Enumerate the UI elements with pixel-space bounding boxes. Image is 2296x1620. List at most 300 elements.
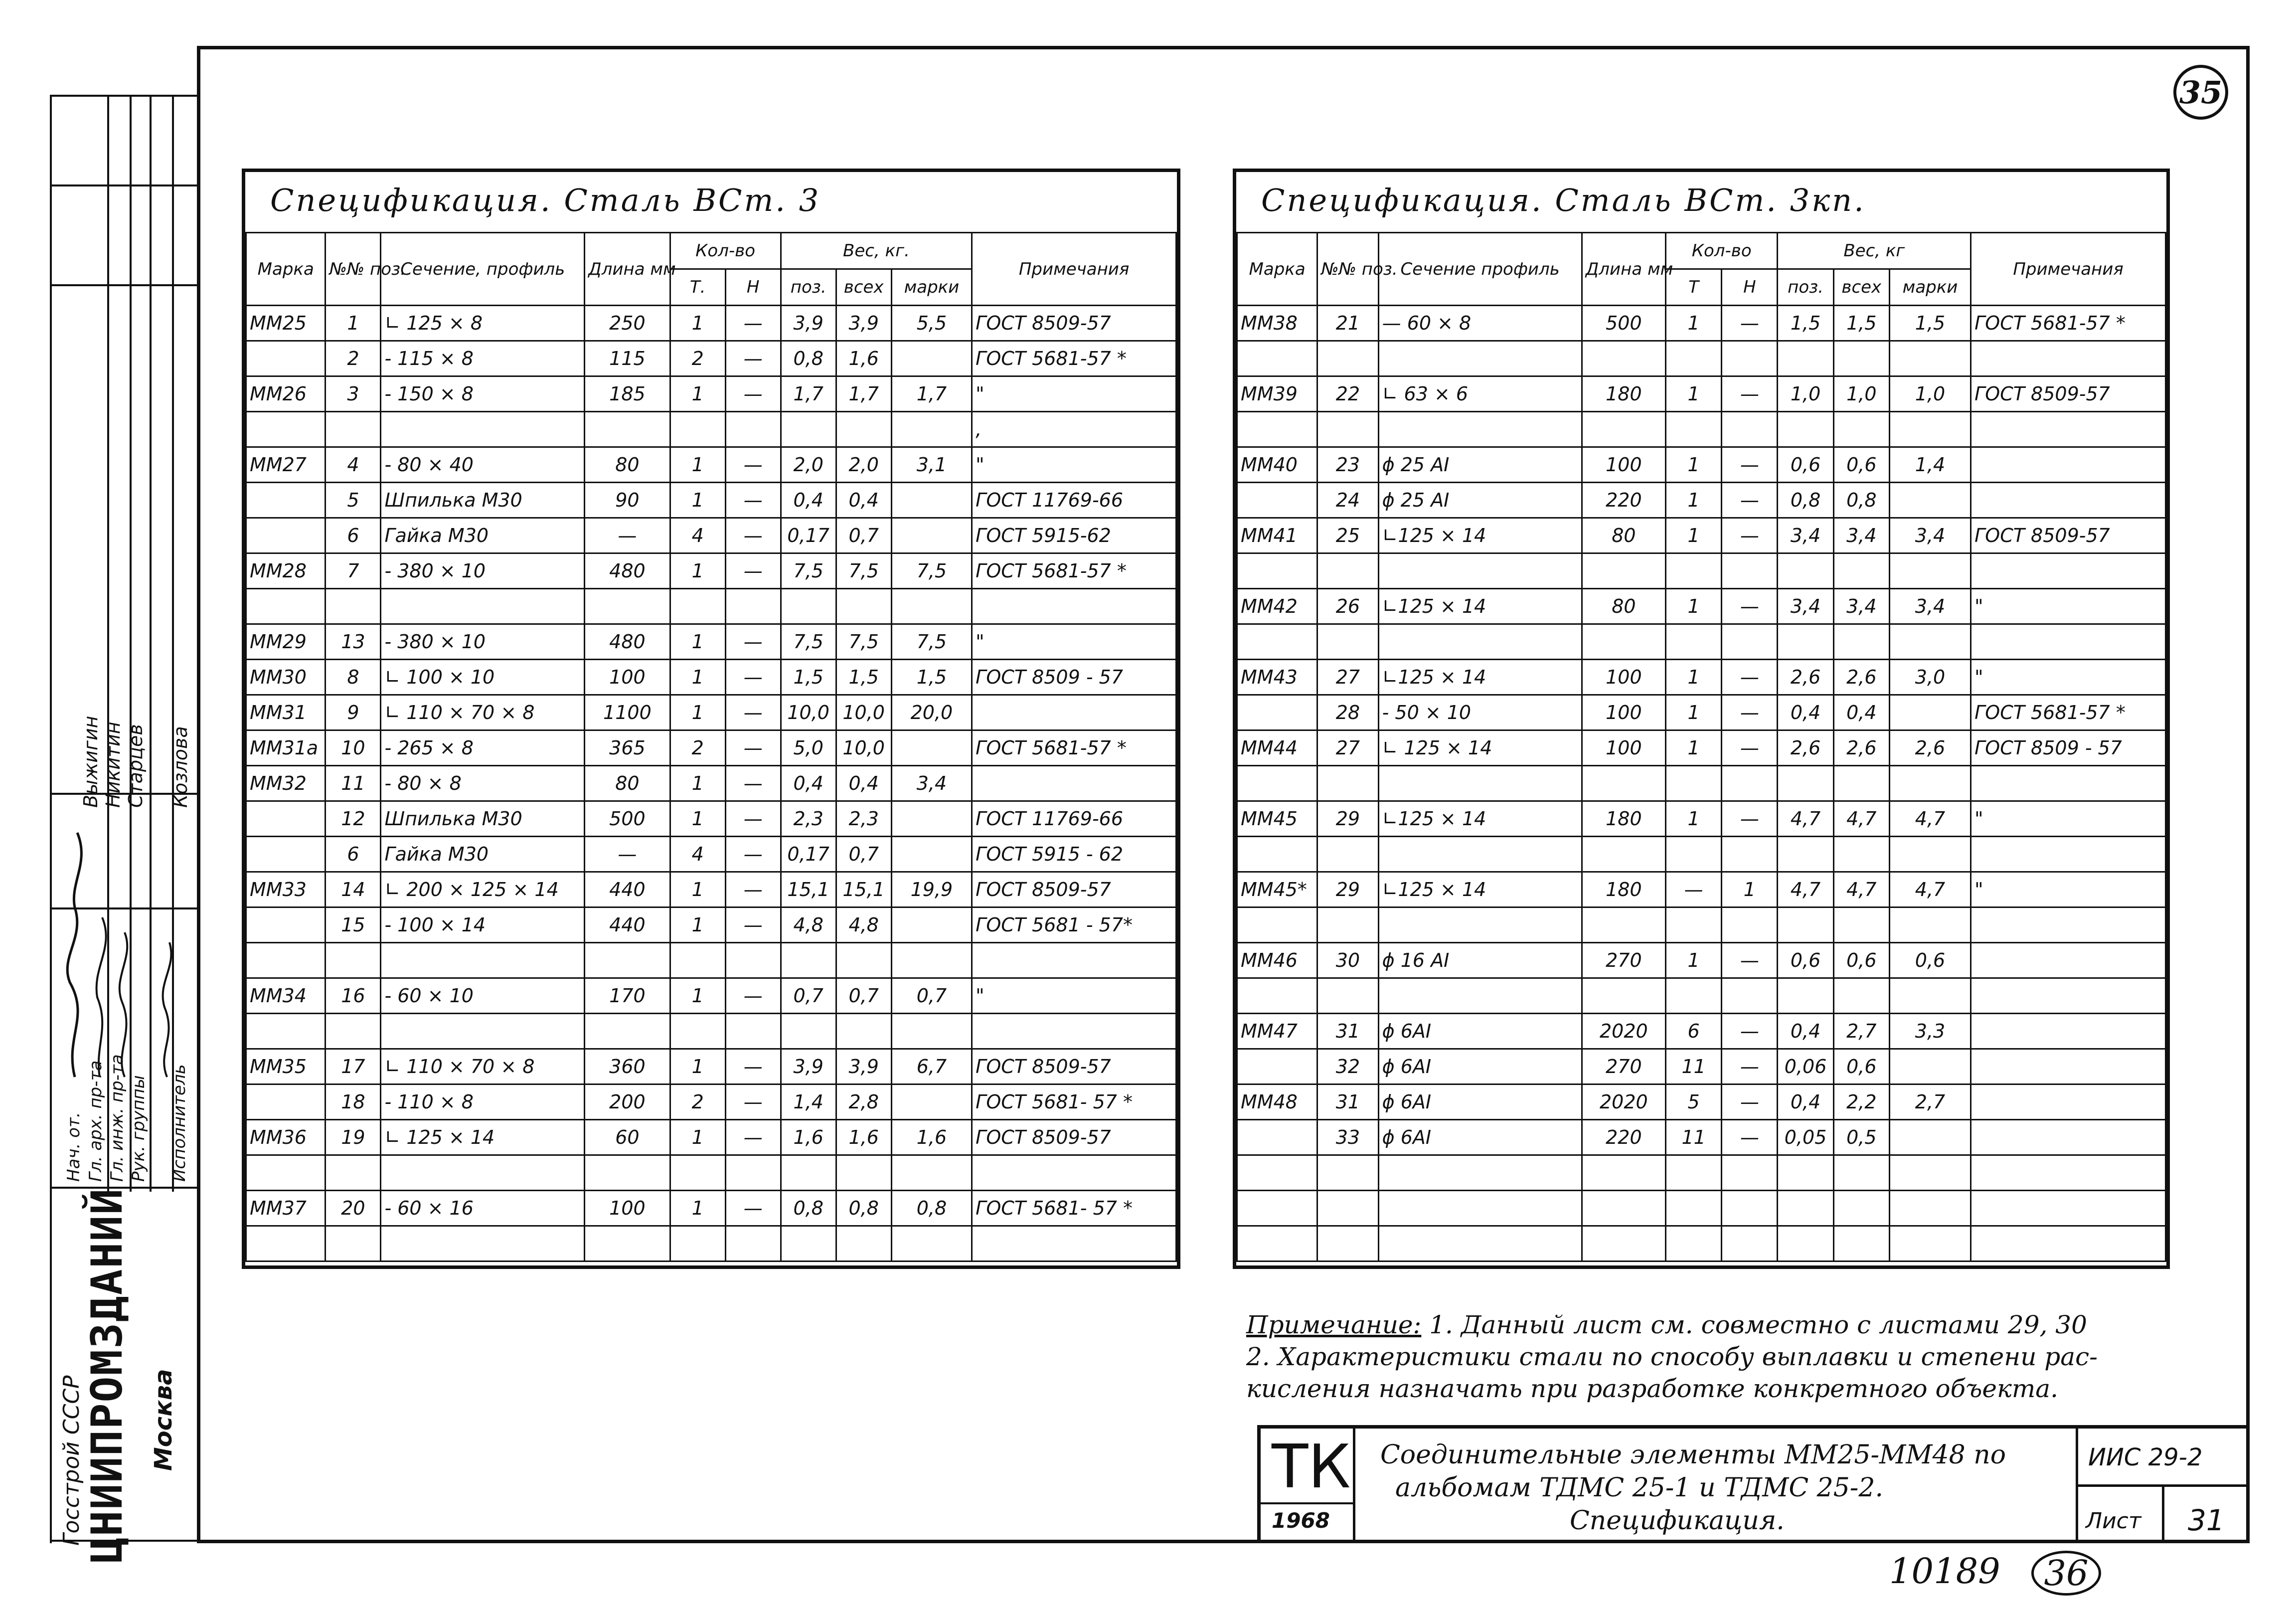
right_spec-cell-t	[1666, 766, 1722, 801]
right_spec-cell-section	[1378, 624, 1582, 660]
right_spec-cell-wall	[1833, 907, 1889, 943]
right_spec-cell-wall: 2,2	[1833, 1084, 1889, 1120]
right_spec-cell-note	[1971, 1155, 2166, 1191]
right_spec-cell-note: ГОСТ 8509 - 57	[1971, 730, 2166, 766]
right_spec-cell-wpos: 1,5	[1778, 306, 1833, 341]
table-row	[246, 730, 1176, 766]
right_spec-cell-wall: 4,7	[1833, 801, 1889, 837]
left_spec-cell-pos: 3	[326, 376, 381, 412]
left_spec-cell-pos: 2	[326, 341, 381, 376]
right_spec-cell-wpos: 0,4	[1778, 1014, 1833, 1049]
left_spec-cell-wall: 3,9	[836, 306, 891, 341]
right_spec-cell-pos	[1317, 341, 1378, 376]
table-row	[1237, 376, 2166, 412]
left_spec-cell-wall	[836, 412, 891, 447]
right_spec-cell-section: ∟125 × 14	[1378, 518, 1582, 553]
right_spec-cell-pos	[1317, 624, 1378, 660]
right_spec-cell-wmark: 1,5	[1889, 306, 1970, 341]
table-row	[1237, 907, 2166, 943]
left_spec-cell-wall: 2,3	[836, 801, 891, 837]
table-row	[246, 376, 1176, 412]
left_spec-cell-section: Гайка М30	[381, 518, 585, 553]
right_spec-cell-marka: ММ45	[1237, 801, 1317, 837]
left_spec-cell-wmark	[891, 589, 972, 624]
rh-qty-n: Н	[1722, 269, 1778, 306]
left_spec-cell-length: 480	[585, 624, 670, 660]
left_spec-cell-wall	[836, 1226, 891, 1261]
left_spec-cell-t	[670, 1155, 725, 1191]
left_spec-cell-n: —	[725, 801, 781, 837]
left-spec-box	[242, 169, 1180, 1269]
table-row	[1237, 801, 2166, 837]
left_spec-cell-wall: 4,8	[836, 907, 891, 943]
lh-weight: Вес, кг.	[781, 233, 972, 269]
right_spec-cell-wall	[1833, 1155, 1889, 1191]
right_spec-cell-t: 1	[1666, 695, 1722, 730]
right_spec-cell-note	[1971, 907, 2166, 943]
left_spec-cell-t: 1	[670, 872, 725, 907]
left_spec-cell-n	[725, 1226, 781, 1261]
right_spec-cell-note: ГОСТ 5681-57 *	[1971, 306, 2166, 341]
right_spec-cell-section	[1378, 553, 1582, 589]
right_spec-cell-t	[1666, 1191, 1722, 1226]
lh-qty-n: Н	[725, 269, 781, 306]
left_spec-cell-marka	[246, 1155, 326, 1191]
left_spec-cell-t	[670, 589, 725, 624]
left_spec-cell-length: 90	[585, 483, 670, 518]
left_spec-cell-wmark: 20,0	[891, 695, 972, 730]
right_spec-cell-note	[1971, 341, 2166, 376]
right_spec-cell-t	[1666, 1155, 1722, 1191]
right_spec-cell-wpos: 0,8	[1778, 483, 1833, 518]
left_spec-cell-t: 1	[670, 978, 725, 1014]
right_spec-cell-wpos: 1,0	[1778, 376, 1833, 412]
left_spec-cell-pos: 11	[326, 766, 381, 801]
right_spec-cell-wpos	[1778, 907, 1833, 943]
right_spec-cell-marka: ММ40	[1237, 447, 1317, 483]
right_spec-cell-section: — 60 × 8	[1378, 306, 1582, 341]
left_spec-cell-pos: 20	[326, 1191, 381, 1226]
left_spec-cell-section: ∟ 125 × 14	[381, 1120, 585, 1155]
right_spec-cell-note	[1971, 1226, 2166, 1261]
right_spec-cell-wmark: 2,7	[1889, 1084, 1970, 1120]
left_spec-cell-note	[972, 1155, 1176, 1191]
left_spec-cell-wpos: 5,0	[781, 730, 836, 766]
table-row	[1237, 978, 2166, 1014]
right_spec-cell-pos: 31	[1317, 1014, 1378, 1049]
right_spec-cell-section: ϕ 25 АI	[1378, 483, 1582, 518]
left_spec-cell-wmark: 7,5	[891, 553, 972, 589]
right_spec-cell-t: 1	[1666, 801, 1722, 837]
left_spec-cell-section	[381, 412, 585, 447]
table-row	[246, 306, 1176, 341]
left_spec-cell-n	[725, 1155, 781, 1191]
right_spec-cell-note	[1971, 447, 2166, 483]
right_spec-cell-wpos: 3,4	[1778, 589, 1833, 624]
right_spec-cell-wall: 2,6	[1833, 660, 1889, 695]
note-head: Примечание:	[1246, 1310, 1422, 1339]
left_spec-cell-n: —	[725, 518, 781, 553]
stamp-name-1: Никитин	[102, 721, 124, 808]
left_spec-cell-marka	[246, 907, 326, 943]
left_spec-cell-section: Шпилька М30	[381, 801, 585, 837]
right_spec-cell-t: 1	[1666, 660, 1722, 695]
left_spec-cell-marka: ММ26	[246, 376, 326, 412]
right_spec-cell-wall: 0,8	[1833, 483, 1889, 518]
right_spec-cell-wpos	[1778, 837, 1833, 872]
table-row	[1237, 483, 2166, 518]
left_spec-cell-pos	[326, 943, 381, 978]
table-row	[1237, 1084, 2166, 1120]
left_spec-cell-marka	[246, 801, 326, 837]
stamp-role-0: Нач. от.	[64, 1112, 84, 1182]
right_spec-cell-wmark: 3,4	[1889, 589, 1970, 624]
table-row	[246, 660, 1176, 695]
left_spec-cell-wall: 2,8	[836, 1084, 891, 1120]
left_spec-cell-wpos	[781, 1155, 836, 1191]
table-row	[246, 341, 1176, 376]
right_spec-cell-wall	[1833, 341, 1889, 376]
table-row	[246, 1191, 1176, 1226]
left_spec-cell-n: —	[725, 837, 781, 872]
lh-qty: Кол-во	[670, 233, 781, 269]
table-row	[246, 978, 1176, 1014]
right_spec-cell-t: 6	[1666, 1014, 1722, 1049]
left_spec-cell-t: 2	[670, 1084, 725, 1120]
right_spec-cell-section	[1378, 1191, 1582, 1226]
stamp-org2: ЦНИИПРОМЗДАНИЙ	[82, 1188, 132, 1563]
stamp-name-3: Козлова	[169, 726, 191, 808]
left_spec-cell-wall	[836, 1155, 891, 1191]
right_spec-cell-wmark	[1889, 483, 1970, 518]
left_spec-cell-note: ГОСТ 8509-57	[972, 1120, 1176, 1155]
left_spec-cell-wpos: 0,8	[781, 1191, 836, 1226]
left_spec-cell-note: ГОСТ 5681-57 *	[972, 730, 1176, 766]
left_spec-cell-section: - 110 × 8	[381, 1084, 585, 1120]
left_spec-cell-length	[585, 589, 670, 624]
title-block	[1257, 1425, 2250, 1543]
right_spec-cell-note	[1971, 624, 2166, 660]
right_spec-cell-wall	[1833, 837, 1889, 872]
left_spec-cell-length: 480	[585, 553, 670, 589]
sheet-number-circle: 35	[2173, 65, 2228, 120]
left_spec-cell-section: - 115 × 8	[381, 341, 585, 376]
title-line-3: Спецификация.	[1570, 1506, 1785, 1536]
left_spec-cell-wmark: 3,4	[891, 766, 972, 801]
left_spec-cell-section: - 265 × 8	[381, 730, 585, 766]
table-row	[246, 589, 1176, 624]
right_spec-cell-section: ϕ 25 АI	[1378, 447, 1582, 483]
table-row	[1237, 660, 2166, 695]
right_spec-cell-note: ГОСТ 8509-57	[1971, 518, 2166, 553]
table-row	[1237, 412, 2166, 447]
right_spec-cell-wpos: 0,6	[1778, 943, 1833, 978]
right_spec-cell-length	[1582, 837, 1665, 872]
table-row	[1237, 872, 2166, 907]
right_spec-cell-marka	[1237, 341, 1317, 376]
right_spec-cell-wall: 1,0	[1833, 376, 1889, 412]
right_spec-cell-n	[1722, 553, 1778, 589]
right_spec-cell-n	[1722, 907, 1778, 943]
left_spec-cell-wpos: 0,8	[781, 341, 836, 376]
right_spec-cell-wmark	[1889, 1120, 1970, 1155]
left_spec-cell-wpos: 1,4	[781, 1084, 836, 1120]
left_spec-cell-wall: 10,0	[836, 695, 891, 730]
left_spec-cell-marka: ММ31а	[246, 730, 326, 766]
left_spec-cell-wmark	[891, 1226, 972, 1261]
left_spec-cell-marka: ММ32	[246, 766, 326, 801]
left_spec-cell-t: 1	[670, 907, 725, 943]
table-row	[1237, 730, 2166, 766]
left_spec-cell-section: Гайка М30	[381, 837, 585, 872]
left_spec-cell-length: 1100	[585, 695, 670, 730]
left_spec-cell-pos: 6	[326, 837, 381, 872]
left_spec-cell-length: 360	[585, 1049, 670, 1084]
right_spec-cell-wpos	[1778, 1155, 1833, 1191]
right_spec-cell-note	[1971, 837, 2166, 872]
right_spec-cell-wpos: 0,4	[1778, 695, 1833, 730]
lh-length: Длина мм	[585, 233, 670, 306]
right_spec-cell-length	[1582, 1226, 1665, 1261]
left_spec-cell-note: ,	[972, 412, 1176, 447]
right_spec-cell-n	[1722, 837, 1778, 872]
right_spec-cell-length: 100	[1582, 730, 1665, 766]
right_spec-cell-marka	[1237, 1191, 1317, 1226]
left_spec-cell-n: —	[725, 978, 781, 1014]
left_spec-cell-wall: 1,7	[836, 376, 891, 412]
lh-marka: Марка	[246, 233, 326, 306]
title-line-2: альбомам ТДМС 25-1 и ТДМС 25-2.	[1395, 1473, 1883, 1503]
right_spec-cell-marka	[1237, 837, 1317, 872]
right_spec-cell-t: 11	[1666, 1120, 1722, 1155]
rh-w-all: всех	[1833, 269, 1889, 306]
left_spec-cell-wall: 1,6	[836, 1120, 891, 1155]
right_spec-cell-marka	[1237, 978, 1317, 1014]
table-row	[1237, 766, 2166, 801]
left-spec-title: Спецификация. Сталь ВСт. 3	[270, 182, 821, 218]
left_spec-cell-note: ГОСТ 5681-57 *	[972, 553, 1176, 589]
stamp-role-3: Рук. группы	[129, 1075, 149, 1182]
left_spec-cell-t: 1	[670, 1120, 725, 1155]
right_spec-cell-pos: 27	[1317, 660, 1378, 695]
left_spec-cell-length: 365	[585, 730, 670, 766]
left_spec-cell-length	[585, 1155, 670, 1191]
left_spec-cell-wpos	[781, 1226, 836, 1261]
right_spec-cell-wmark: 3,3	[1889, 1014, 1970, 1049]
left_spec-cell-length: 60	[585, 1120, 670, 1155]
right_spec-cell-length: 100	[1582, 695, 1665, 730]
left_spec-cell-t: 1	[670, 553, 725, 589]
left_spec-cell-pos: 8	[326, 660, 381, 695]
table-row	[1237, 341, 2166, 376]
right_spec-cell-wmark	[1889, 766, 1970, 801]
right_spec-cell-n: 1	[1722, 872, 1778, 907]
left_spec-cell-length: 100	[585, 1191, 670, 1226]
right_spec-cell-marka	[1237, 1155, 1317, 1191]
right_spec-cell-wmark	[1889, 695, 1970, 730]
left_spec-cell-n: —	[725, 1049, 781, 1084]
left_spec-cell-wmark	[891, 1014, 972, 1049]
left_spec-cell-wmark	[891, 412, 972, 447]
right-spec-table	[1236, 232, 2166, 1262]
rh-section: Сечение профиль	[1378, 233, 1582, 306]
right_spec-cell-n: —	[1722, 1084, 1778, 1120]
left_spec-cell-n: —	[725, 624, 781, 660]
left_spec-cell-length: 100	[585, 660, 670, 695]
left_spec-cell-n	[725, 1014, 781, 1049]
right_spec-cell-wpos: 0,6	[1778, 447, 1833, 483]
right_spec-cell-section: ∟125 × 14	[1378, 589, 1582, 624]
left_spec-cell-section: ∟ 125 × 8	[381, 306, 585, 341]
left_spec-cell-pos: 19	[326, 1120, 381, 1155]
left_spec-cell-note: ГОСТ 8509-57	[972, 306, 1176, 341]
left_spec-cell-wmark	[891, 341, 972, 376]
left_spec-cell-wmark: 1,6	[891, 1120, 972, 1155]
left_spec-cell-length: 80	[585, 447, 670, 483]
lh-section: Сечение, профиль	[381, 233, 585, 306]
left_spec-cell-length	[585, 943, 670, 978]
right_spec-cell-wall	[1833, 978, 1889, 1014]
right_spec-cell-wpos	[1778, 978, 1833, 1014]
left_spec-cell-t: 1	[670, 624, 725, 660]
left_spec-cell-wpos: 2,3	[781, 801, 836, 837]
right_spec-cell-pos: 29	[1317, 872, 1378, 907]
left_spec-cell-marka	[246, 837, 326, 872]
left_spec-cell-length: —	[585, 837, 670, 872]
left_spec-cell-wmark	[891, 907, 972, 943]
right_spec-cell-t: 5	[1666, 1084, 1722, 1120]
right_spec-cell-wall: 0,6	[1833, 943, 1889, 978]
right_spec-cell-n: —	[1722, 376, 1778, 412]
signatures	[55, 818, 199, 1087]
right_spec-cell-length: 2020	[1582, 1084, 1665, 1120]
left_spec-cell-wpos	[781, 1014, 836, 1049]
right_spec-cell-length	[1582, 1155, 1665, 1191]
left_spec-cell-n: —	[725, 341, 781, 376]
table-row	[1237, 1155, 2166, 1191]
right_spec-cell-note	[1971, 1084, 2166, 1120]
left_spec-cell-n: —	[725, 872, 781, 907]
left_spec-cell-wall: 0,7	[836, 978, 891, 1014]
right_spec-cell-t: 1	[1666, 518, 1722, 553]
archive-number: 10189	[1889, 1551, 2000, 1592]
right_spec-cell-marka	[1237, 907, 1317, 943]
left_spec-cell-note: ГОСТ 8509 - 57	[972, 660, 1176, 695]
left_spec-cell-n: —	[725, 766, 781, 801]
left_spec-cell-wpos: 2,0	[781, 447, 836, 483]
note-block	[1246, 1309, 2098, 1405]
left_spec-cell-length: 185	[585, 376, 670, 412]
table-row	[246, 1084, 1176, 1120]
table-row	[1237, 306, 2166, 341]
left_spec-cell-marka	[246, 1226, 326, 1261]
table-row	[246, 1014, 1176, 1049]
right_spec-cell-length: 100	[1582, 447, 1665, 483]
right_spec-cell-n	[1722, 1226, 1778, 1261]
left_spec-cell-marka	[246, 1084, 326, 1120]
right_spec-cell-pos	[1317, 1191, 1378, 1226]
right_spec-cell-marka: ММ38	[1237, 306, 1317, 341]
left_spec-cell-wpos: 10,0	[781, 695, 836, 730]
stamp-role-4: Исполнитель	[169, 1064, 189, 1182]
table-row	[1237, 1049, 2166, 1084]
left_spec-cell-n: —	[725, 553, 781, 589]
right_spec-cell-marka: ММ48	[1237, 1084, 1317, 1120]
left_spec-cell-note: "	[972, 978, 1176, 1014]
right_spec-cell-wmark	[1889, 1049, 1970, 1084]
right_spec-cell-n	[1722, 1155, 1778, 1191]
right_spec-cell-pos	[1317, 978, 1378, 1014]
right_spec-cell-section	[1378, 978, 1582, 1014]
stamp-role-2: Гл. инж. пр-та	[107, 1054, 127, 1182]
table-row	[246, 447, 1176, 483]
right_spec-cell-pos: 24	[1317, 483, 1378, 518]
right_spec-cell-marka: ММ41	[1237, 518, 1317, 553]
rh-w-pos: поз.	[1778, 269, 1833, 306]
right_spec-cell-pos	[1317, 766, 1378, 801]
left_spec-cell-pos	[326, 412, 381, 447]
right_spec-cell-note	[1971, 943, 2166, 978]
right_spec-cell-marka	[1237, 695, 1317, 730]
left_spec-cell-wall	[836, 589, 891, 624]
left_spec-cell-section: - 80 × 40	[381, 447, 585, 483]
right_spec-cell-length	[1582, 341, 1665, 376]
left_spec-cell-wmark	[891, 730, 972, 766]
right_spec-cell-section: ∟ 63 × 6	[1378, 376, 1582, 412]
left_spec-cell-wpos: 0,17	[781, 518, 836, 553]
right_spec-cell-wall	[1833, 1191, 1889, 1226]
left_spec-cell-marka: ММ36	[246, 1120, 326, 1155]
left_spec-cell-length: —	[585, 518, 670, 553]
table-row	[246, 695, 1176, 730]
right_spec-cell-section	[1378, 766, 1582, 801]
right_spec-cell-t	[1666, 341, 1722, 376]
left_spec-cell-wmark: 0,7	[891, 978, 972, 1014]
left_spec-cell-marka	[246, 943, 326, 978]
right_spec-cell-wall: 4,7	[1833, 872, 1889, 907]
rh-notes: Примечания	[1971, 233, 2166, 306]
left_spec-cell-note: ГОСТ 5915 - 62	[972, 837, 1176, 872]
right_spec-cell-marka	[1237, 412, 1317, 447]
right_spec-cell-wmark	[1889, 1155, 1970, 1191]
right_spec-cell-t	[1666, 837, 1722, 872]
sheet-label: Лист	[2086, 1508, 2141, 1534]
right_spec-cell-wall	[1833, 624, 1889, 660]
left_spec-cell-section: - 150 × 8	[381, 376, 585, 412]
right_spec-cell-note: "	[1971, 660, 2166, 695]
right_spec-cell-length: 100	[1582, 660, 1665, 695]
left_spec-cell-section: ∟ 200 × 125 × 14	[381, 872, 585, 907]
left_spec-cell-pos: 9	[326, 695, 381, 730]
stamp-city: Москва	[150, 1369, 177, 1471]
right_spec-cell-wmark: 4,7	[1889, 872, 1970, 907]
left_spec-cell-pos	[326, 1226, 381, 1261]
left_spec-cell-pos: 6	[326, 518, 381, 553]
right_spec-cell-wall: 1,5	[1833, 306, 1889, 341]
right_spec-cell-marka	[1237, 483, 1317, 518]
right_spec-cell-marka: ММ42	[1237, 589, 1317, 624]
right_spec-cell-pos: 28	[1317, 695, 1378, 730]
left_spec-cell-t: 1	[670, 766, 725, 801]
right_spec-cell-wall: 0,5	[1833, 1120, 1889, 1155]
right_spec-cell-wpos: 4,7	[1778, 872, 1833, 907]
table-row	[1237, 447, 2166, 483]
left_spec-cell-section	[381, 943, 585, 978]
right_spec-cell-n: —	[1722, 447, 1778, 483]
rh-pos: №№ поз.	[1317, 233, 1378, 306]
table-row	[246, 1120, 1176, 1155]
left_spec-cell-pos: 15	[326, 907, 381, 943]
